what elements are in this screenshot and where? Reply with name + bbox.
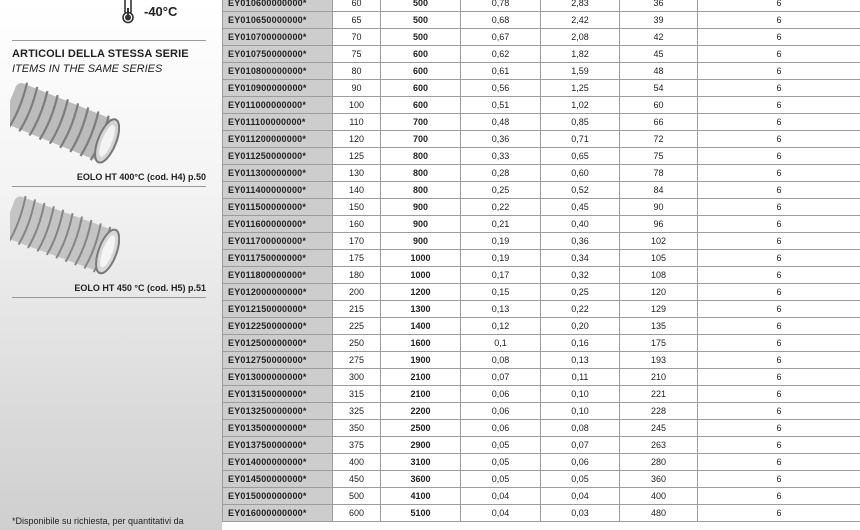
value-cell: 6 xyxy=(698,131,860,148)
table-row xyxy=(223,488,860,505)
table-row xyxy=(223,131,860,148)
value-cell: 6 xyxy=(698,454,860,471)
diameter-cell: 400 xyxy=(333,454,381,471)
value-cell: 90 xyxy=(620,199,698,216)
value-bold-cell: 500 xyxy=(381,29,461,46)
table-row xyxy=(223,148,860,165)
product-code-cell: EY012000000000* xyxy=(223,284,333,301)
value-cell: 6 xyxy=(698,114,860,131)
value-cell: 6 xyxy=(698,216,860,233)
divider xyxy=(12,297,206,298)
value-cell: 0,62 xyxy=(461,46,541,63)
table-row xyxy=(223,233,860,250)
value-cell: 0,32 xyxy=(541,267,620,284)
value-cell: 0,51 xyxy=(461,97,541,114)
value-cell: 6 xyxy=(698,97,860,114)
table-row xyxy=(223,454,860,471)
value-cell: 2,42 xyxy=(541,12,620,29)
table-row xyxy=(223,80,860,97)
value-bold-cell: 700 xyxy=(381,131,461,148)
value-cell: 0,45 xyxy=(541,199,620,216)
value-cell: 0,68 xyxy=(461,12,541,29)
diameter-cell: 375 xyxy=(333,437,381,454)
diameter-cell: 170 xyxy=(333,233,381,250)
value-cell: 42 xyxy=(620,29,698,46)
table-row xyxy=(223,250,860,267)
value-bold-cell: 2100 xyxy=(381,369,461,386)
diameter-cell: 175 xyxy=(333,250,381,267)
value-bold-cell: 2900 xyxy=(381,437,461,454)
diameter-cell: 200 xyxy=(333,284,381,301)
value-bold-cell: 1200 xyxy=(381,284,461,301)
diameter-cell: 350 xyxy=(333,420,381,437)
product-table-container xyxy=(222,0,860,522)
diameter-cell: 275 xyxy=(333,352,381,369)
value-cell: 245 xyxy=(620,420,698,437)
value-cell: 6 xyxy=(698,80,860,97)
product-code-cell: EY012250000000* xyxy=(223,318,333,335)
value-bold-cell: 2100 xyxy=(381,386,461,403)
value-cell: 0,10 xyxy=(541,386,620,403)
value-bold-cell: 600 xyxy=(381,97,461,114)
value-cell: 54 xyxy=(620,80,698,97)
value-cell: 0,10 xyxy=(541,403,620,420)
product-code-cell: EY014000000000* xyxy=(223,454,333,471)
value-cell: 0,52 xyxy=(541,182,620,199)
product-code-cell: EY010900000000* xyxy=(223,80,333,97)
value-bold-cell: 3600 xyxy=(381,471,461,488)
value-cell: 102 xyxy=(620,233,698,250)
value-cell: 6 xyxy=(698,46,860,63)
value-cell: 0,17 xyxy=(461,267,541,284)
value-cell: 6 xyxy=(698,352,860,369)
diameter-cell: 450 xyxy=(333,471,381,488)
value-cell: 0,71 xyxy=(541,131,620,148)
value-cell: 280 xyxy=(620,454,698,471)
diameter-cell: 110 xyxy=(333,114,381,131)
value-bold-cell: 700 xyxy=(381,114,461,131)
value-cell: 400 xyxy=(620,488,698,505)
value-cell: 480 xyxy=(620,505,698,522)
value-cell: 6 xyxy=(698,437,860,454)
value-cell: 0,21 xyxy=(461,216,541,233)
value-cell: 1,82 xyxy=(541,46,620,63)
product-code-cell: EY011700000000* xyxy=(223,233,333,250)
value-cell: 0,05 xyxy=(461,471,541,488)
product-caption-eolo-ht-400[interactable]: EOLO HT 400°C (cod. H4) p.50 xyxy=(76,172,206,182)
divider xyxy=(12,186,206,187)
value-bold-cell: 4100 xyxy=(381,488,461,505)
value-cell: 0,07 xyxy=(461,369,541,386)
table-row xyxy=(223,403,860,420)
value-cell: 36 xyxy=(620,0,698,12)
value-cell: 6 xyxy=(698,12,860,29)
value-cell: 6 xyxy=(698,63,860,80)
sidebar xyxy=(0,0,222,530)
value-cell: 6 xyxy=(698,301,860,318)
value-cell: 0,12 xyxy=(461,318,541,335)
value-bold-cell: 1400 xyxy=(381,318,461,335)
table-row xyxy=(223,46,860,63)
value-cell: 105 xyxy=(620,250,698,267)
value-bold-cell: 800 xyxy=(381,165,461,182)
product-code-cell: EY012150000000* xyxy=(223,301,333,318)
product-code-cell: EY013000000000* xyxy=(223,369,333,386)
value-cell: 0,25 xyxy=(541,284,620,301)
value-bold-cell: 600 xyxy=(381,63,461,80)
value-cell: 0,33 xyxy=(461,148,541,165)
value-cell: 6 xyxy=(698,488,860,505)
product-code-cell: EY015000000000* xyxy=(223,488,333,505)
diameter-cell: 130 xyxy=(333,165,381,182)
value-cell: 0,48 xyxy=(461,114,541,131)
product-code-cell: EY011600000000* xyxy=(223,216,333,233)
table-row xyxy=(223,301,860,318)
product-code-cell: EY011100000000* xyxy=(223,114,333,131)
value-bold-cell: 1000 xyxy=(381,267,461,284)
value-cell: 72 xyxy=(620,131,698,148)
table-row xyxy=(223,97,860,114)
value-cell: 6 xyxy=(698,420,860,437)
value-cell: 6 xyxy=(698,318,860,335)
table-row xyxy=(223,471,860,488)
product-code-cell: EY013250000000* xyxy=(223,403,333,420)
table-row xyxy=(223,318,860,335)
product-image-eolo-ht-400[interactable] xyxy=(10,80,120,170)
value-bold-cell: 1600 xyxy=(381,335,461,352)
diameter-cell: 75 xyxy=(333,46,381,63)
table-row xyxy=(223,216,860,233)
value-cell: 0,05 xyxy=(461,437,541,454)
table-row xyxy=(223,386,860,403)
value-cell: 193 xyxy=(620,352,698,369)
table-row xyxy=(223,420,860,437)
diameter-cell: 250 xyxy=(333,335,381,352)
product-code-cell: EY013500000000* xyxy=(223,420,333,437)
value-cell: 6 xyxy=(698,386,860,403)
product-code-cell: EY014500000000* xyxy=(223,471,333,488)
value-bold-cell: 500 xyxy=(381,0,461,12)
diameter-cell: 80 xyxy=(333,63,381,80)
value-cell: 0,40 xyxy=(541,216,620,233)
value-bold-cell: 1000 xyxy=(381,250,461,267)
series-title: ARTICOLI DELLA STESSA SERIE xyxy=(12,48,189,60)
value-cell: 1,02 xyxy=(541,97,620,114)
value-cell: 75 xyxy=(620,148,698,165)
table-row xyxy=(223,437,860,454)
table-row xyxy=(223,369,860,386)
value-cell: 263 xyxy=(620,437,698,454)
value-bold-cell: 900 xyxy=(381,199,461,216)
value-cell: 0,05 xyxy=(541,471,620,488)
min-temperature: -40°C xyxy=(144,3,178,19)
diameter-cell: 120 xyxy=(333,131,381,148)
product-code-cell: EY011800000000* xyxy=(223,267,333,284)
value-cell: 0,85 xyxy=(541,114,620,131)
product-table xyxy=(222,0,860,522)
value-cell: 6 xyxy=(698,267,860,284)
value-bold-cell: 600 xyxy=(381,46,461,63)
series-subtitle: ITEMS IN THE SAME SERIES xyxy=(12,63,163,75)
value-cell: 0,61 xyxy=(461,63,541,80)
value-cell: 0,16 xyxy=(541,335,620,352)
product-code-cell: EY010700000000* xyxy=(223,29,333,46)
value-cell: 0,56 xyxy=(461,80,541,97)
value-cell: 0,13 xyxy=(541,352,620,369)
value-cell: 0,1 xyxy=(461,335,541,352)
diameter-cell: 315 xyxy=(333,386,381,403)
value-bold-cell: 600 xyxy=(381,80,461,97)
product-code-cell: EY012750000000* xyxy=(223,352,333,369)
value-cell: 66 xyxy=(620,114,698,131)
diameter-cell: 70 xyxy=(333,29,381,46)
value-cell: 0,04 xyxy=(541,488,620,505)
value-cell: 60 xyxy=(620,97,698,114)
value-cell: 6 xyxy=(698,148,860,165)
diameter-cell: 225 xyxy=(333,318,381,335)
value-bold-cell: 800 xyxy=(381,182,461,199)
diameter-cell: 215 xyxy=(333,301,381,318)
table-row xyxy=(223,0,860,12)
value-cell: 0,25 xyxy=(461,182,541,199)
value-cell: 0,11 xyxy=(541,369,620,386)
value-cell: 2,83 xyxy=(541,0,620,12)
table-row xyxy=(223,63,860,80)
value-bold-cell: 1900 xyxy=(381,352,461,369)
table-row xyxy=(223,352,860,369)
product-code-cell: EY010800000000* xyxy=(223,63,333,80)
value-cell: 6 xyxy=(698,471,860,488)
table-row xyxy=(223,114,860,131)
value-cell: 78 xyxy=(620,165,698,182)
product-code-cell: EY011000000000* xyxy=(223,97,333,114)
value-cell: 120 xyxy=(620,284,698,301)
value-cell: 6 xyxy=(698,250,860,267)
value-cell: 45 xyxy=(620,46,698,63)
value-bold-cell: 5100 xyxy=(381,505,461,522)
table-row xyxy=(223,182,860,199)
product-code-cell: EY011400000000* xyxy=(223,182,333,199)
diameter-cell: 65 xyxy=(333,12,381,29)
product-code-cell: EY011750000000* xyxy=(223,250,333,267)
diameter-cell: 600 xyxy=(333,505,381,522)
value-cell: 0,07 xyxy=(541,437,620,454)
value-cell: 6 xyxy=(698,29,860,46)
value-cell: 0,06 xyxy=(461,386,541,403)
product-caption-eolo-ht-450[interactable]: EOLO HT 450 °C (cod. H5) p.51 xyxy=(74,283,206,293)
value-cell: 0,13 xyxy=(461,301,541,318)
table-row xyxy=(223,267,860,284)
table-row xyxy=(223,335,860,352)
availability-footnote: *Disponibile su richiesta, per quantitativi da xyxy=(12,516,184,526)
value-cell: 175 xyxy=(620,335,698,352)
diameter-cell: 150 xyxy=(333,199,381,216)
value-bold-cell: 2200 xyxy=(381,403,461,420)
value-bold-cell: 2500 xyxy=(381,420,461,437)
value-cell: 0,04 xyxy=(461,488,541,505)
product-code-cell: EY011500000000* xyxy=(223,199,333,216)
diameter-cell: 500 xyxy=(333,488,381,505)
diameter-cell: 180 xyxy=(333,267,381,284)
value-cell: 228 xyxy=(620,403,698,420)
value-cell: 0,06 xyxy=(541,454,620,471)
value-cell: 221 xyxy=(620,386,698,403)
value-cell: 6 xyxy=(698,403,860,420)
value-bold-cell: 900 xyxy=(381,216,461,233)
diameter-cell: 100 xyxy=(333,97,381,114)
value-cell: 0,19 xyxy=(461,233,541,250)
thermometer-icon xyxy=(118,0,138,24)
value-cell: 210 xyxy=(620,369,698,386)
table-row xyxy=(223,284,860,301)
value-cell: 0,19 xyxy=(461,250,541,267)
product-image-eolo-ht-450[interactable] xyxy=(10,192,120,282)
diameter-cell: 325 xyxy=(333,403,381,420)
product-code-cell: EY011200000000* xyxy=(223,131,333,148)
product-code-cell: EY010750000000* xyxy=(223,46,333,63)
value-cell: 0,20 xyxy=(541,318,620,335)
value-cell: 0,06 xyxy=(461,403,541,420)
table-row xyxy=(223,29,860,46)
value-cell: 135 xyxy=(620,318,698,335)
product-code-cell: EY013150000000* xyxy=(223,386,333,403)
product-code-cell: EY013750000000* xyxy=(223,437,333,454)
product-code-cell: EY012500000000* xyxy=(223,335,333,352)
diameter-cell: 300 xyxy=(333,369,381,386)
value-cell: 0,03 xyxy=(541,505,620,522)
value-cell: 360 xyxy=(620,471,698,488)
value-cell: 1,59 xyxy=(541,63,620,80)
table-row xyxy=(223,165,860,182)
value-cell: 6 xyxy=(698,369,860,386)
table-row xyxy=(223,505,860,522)
product-code-cell: EY016000000000* xyxy=(223,505,333,522)
value-cell: 129 xyxy=(620,301,698,318)
value-cell: 6 xyxy=(698,165,860,182)
value-cell: 6 xyxy=(698,335,860,352)
value-cell: 0,67 xyxy=(461,29,541,46)
value-cell: 6 xyxy=(698,0,860,12)
product-code-cell: EY010650000000* xyxy=(223,12,333,29)
value-cell: 0,34 xyxy=(541,250,620,267)
value-bold-cell: 900 xyxy=(381,233,461,250)
diameter-cell: 160 xyxy=(333,216,381,233)
value-cell: 84 xyxy=(620,182,698,199)
value-bold-cell: 3100 xyxy=(381,454,461,471)
value-cell: 1,25 xyxy=(541,80,620,97)
value-cell: 0,22 xyxy=(461,199,541,216)
product-code-cell: EY011250000000* xyxy=(223,148,333,165)
value-cell: 0,15 xyxy=(461,284,541,301)
value-cell: 48 xyxy=(620,63,698,80)
value-cell: 6 xyxy=(698,284,860,301)
value-cell: 0,22 xyxy=(541,301,620,318)
value-bold-cell: 800 xyxy=(381,148,461,165)
value-cell: 108 xyxy=(620,267,698,284)
value-cell: 6 xyxy=(698,182,860,199)
table-row xyxy=(223,199,860,216)
diameter-cell: 60 xyxy=(333,0,381,12)
value-cell: 0,36 xyxy=(541,233,620,250)
value-cell: 39 xyxy=(620,12,698,29)
value-cell: 0,78 xyxy=(461,0,541,12)
value-cell: 0,65 xyxy=(541,148,620,165)
divider xyxy=(12,40,206,41)
value-bold-cell: 500 xyxy=(381,12,461,29)
value-cell: 0,28 xyxy=(461,165,541,182)
diameter-cell: 125 xyxy=(333,148,381,165)
product-code-cell: EY011300000000* xyxy=(223,165,333,182)
value-cell: 6 xyxy=(698,233,860,250)
value-cell: 0,08 xyxy=(541,420,620,437)
value-cell: 2,08 xyxy=(541,29,620,46)
value-cell: 0,06 xyxy=(461,420,541,437)
temperature-indicator xyxy=(118,0,177,24)
value-cell: 0,60 xyxy=(541,165,620,182)
value-bold-cell: 1300 xyxy=(381,301,461,318)
product-code-cell: EY010600000000* xyxy=(223,0,333,12)
value-cell: 0,04 xyxy=(461,505,541,522)
value-cell: 0,08 xyxy=(461,352,541,369)
diameter-cell: 140 xyxy=(333,182,381,199)
value-cell: 6 xyxy=(698,199,860,216)
value-cell: 6 xyxy=(698,505,860,522)
value-cell: 96 xyxy=(620,216,698,233)
value-cell: 0,05 xyxy=(461,454,541,471)
table-row xyxy=(223,12,860,29)
value-cell: 0,36 xyxy=(461,131,541,148)
diameter-cell: 90 xyxy=(333,80,381,97)
